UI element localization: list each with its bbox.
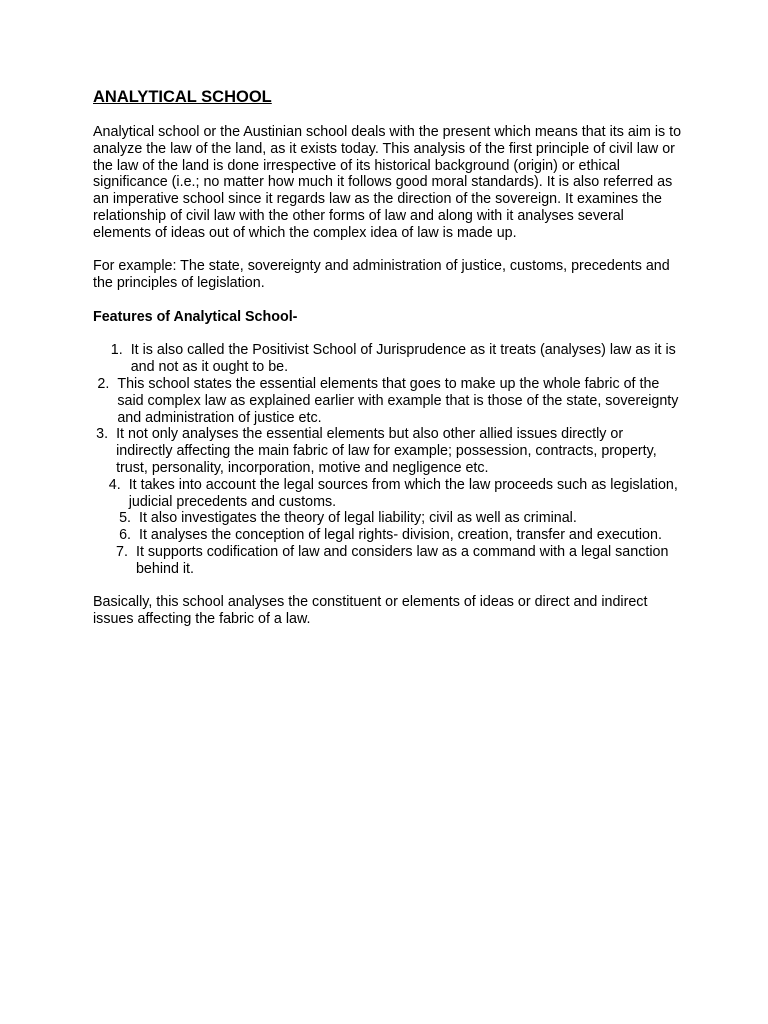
feature-number: 5. — [119, 510, 131, 527]
feature-item-2 — [93, 376, 683, 426]
features-list — [93, 342, 683, 577]
feature-number: 6. — [119, 527, 131, 544]
feature-text: It takes into account the legal sources from which the law proceeds such as legislation, judicial precedents and customs. — [128, 476, 678, 510]
intro-paragraph: Analytical school or the Austinian school deals with the present which means that its aim is to analyze the law of the land, as it exists today. This analysis of the first principle of civil law or the law of the land is done irrespective of its historical background (origin) or ethical significance (i.e.; no matter how much it follows good moral standards). It is also referred as an imperative school since it regards law as the direction of the sovereign. It examines the relationship of civil law with the other forms of law and along with it analyses several elements of ideas out of which the complex idea of law is made up. — [93, 124, 682, 241]
feature-number: 1. — [110, 342, 123, 359]
feature-number: 3. — [96, 426, 109, 443]
feature-item-3 — [93, 426, 683, 476]
closing-paragraph: Basically, this school analyses the constituent or elements of ideas or direct and indirect issues affecting the fabric of a law. — [93, 594, 648, 628]
example-paragraph: For example: The state, sovereignty and administration of justice, customs, precedents and the principles of legislation. — [93, 258, 670, 292]
feature-text: It not only analyses the essential elements but also other allied issues directly or indirectly affecting the main fabric of law for example; possession, contracts, property, trust, personality, incorporation, motive and negligence etc. — [116, 426, 657, 476]
feature-text: It also investigates the theory of legal liability; civil as well as criminal. — [139, 510, 577, 527]
feature-item-4 — [93, 477, 683, 511]
features-heading: Features of Analytical School- — [93, 308, 298, 325]
feature-text: It is also called the Positivist School of Jurisprudence as it treats (analyses) law as it is and not as it ought to be. — [130, 342, 676, 376]
document-page — [93, 87, 683, 645]
feature-item-7 — [93, 544, 683, 578]
feature-item-1 — [93, 342, 683, 376]
feature-text: It analyses the conception of legal rights- division, creation, transfer and execution. — [139, 527, 662, 544]
feature-number: 4. — [108, 476, 121, 493]
feature-item-6 — [93, 527, 683, 544]
feature-text: This school states the essential elements that goes to make up the whole fabric of the said complex law as explained earlier with example that is those of the state, sovereignty and administration of justice etc. — [117, 375, 679, 426]
feature-number: 7. — [116, 543, 128, 560]
feature-item-5 — [93, 510, 683, 527]
feature-number: 2. — [97, 375, 110, 392]
feature-text: It supports codification of law and considers law as a command with a legal sanction behind it. — [135, 543, 669, 577]
document-title: ANALYTICAL SCHOOL — [93, 88, 272, 106]
